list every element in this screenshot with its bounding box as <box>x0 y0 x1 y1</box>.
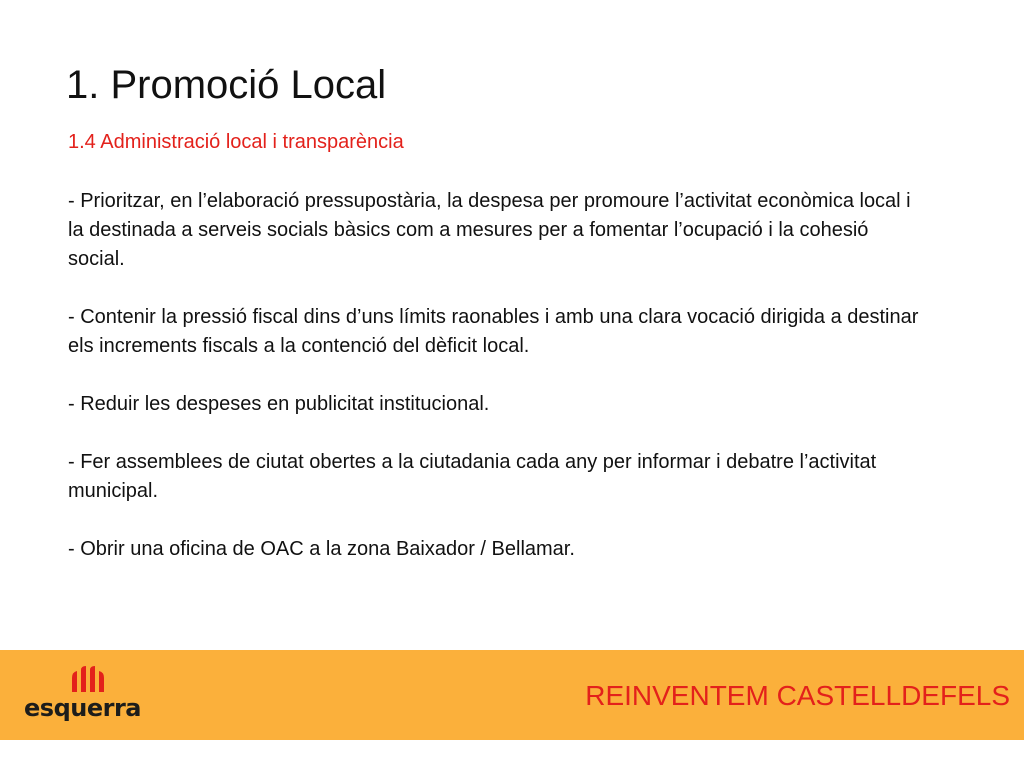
flag-stripes-icon <box>70 666 110 692</box>
section-subtitle: 1.4 Administració local i transparència <box>68 131 404 153</box>
bullet-item: - Obrir una oficina de OAC a la zona Baixador / Bellamar. <box>68 538 575 560</box>
slide-title: 1. Promoció Local <box>66 63 387 107</box>
bullet-list <box>68 187 928 593</box>
bullet-item: - Fer assemblees de ciutat obertes a la ciutadania cada any per informar i debatre l’activitat municipal. <box>68 451 877 502</box>
bullet-item: - Reduir les despeses en publicitat institucional. <box>68 393 490 415</box>
bullet-item: - Contenir la pressió fiscal dins d’uns límits raonables i amb una clara vocació dirigida a destinar els increments fiscals a la contenció del dèficit local. <box>68 306 919 357</box>
footer-bar <box>0 650 1024 740</box>
bullet-item: - Prioritzar, en l’elaboració pressupostària, la despesa per promoure l’activitat econòmica local i la destinada a serveis socials bàsics com a mesures per a fomentar l’ocupació i la cohesió social. <box>68 190 911 270</box>
logo-wordmark: esquerra <box>24 694 141 722</box>
esquerra-logo <box>24 666 149 728</box>
footer-slogan: REINVENTEM CASTELLDEFELS <box>585 680 1010 711</box>
